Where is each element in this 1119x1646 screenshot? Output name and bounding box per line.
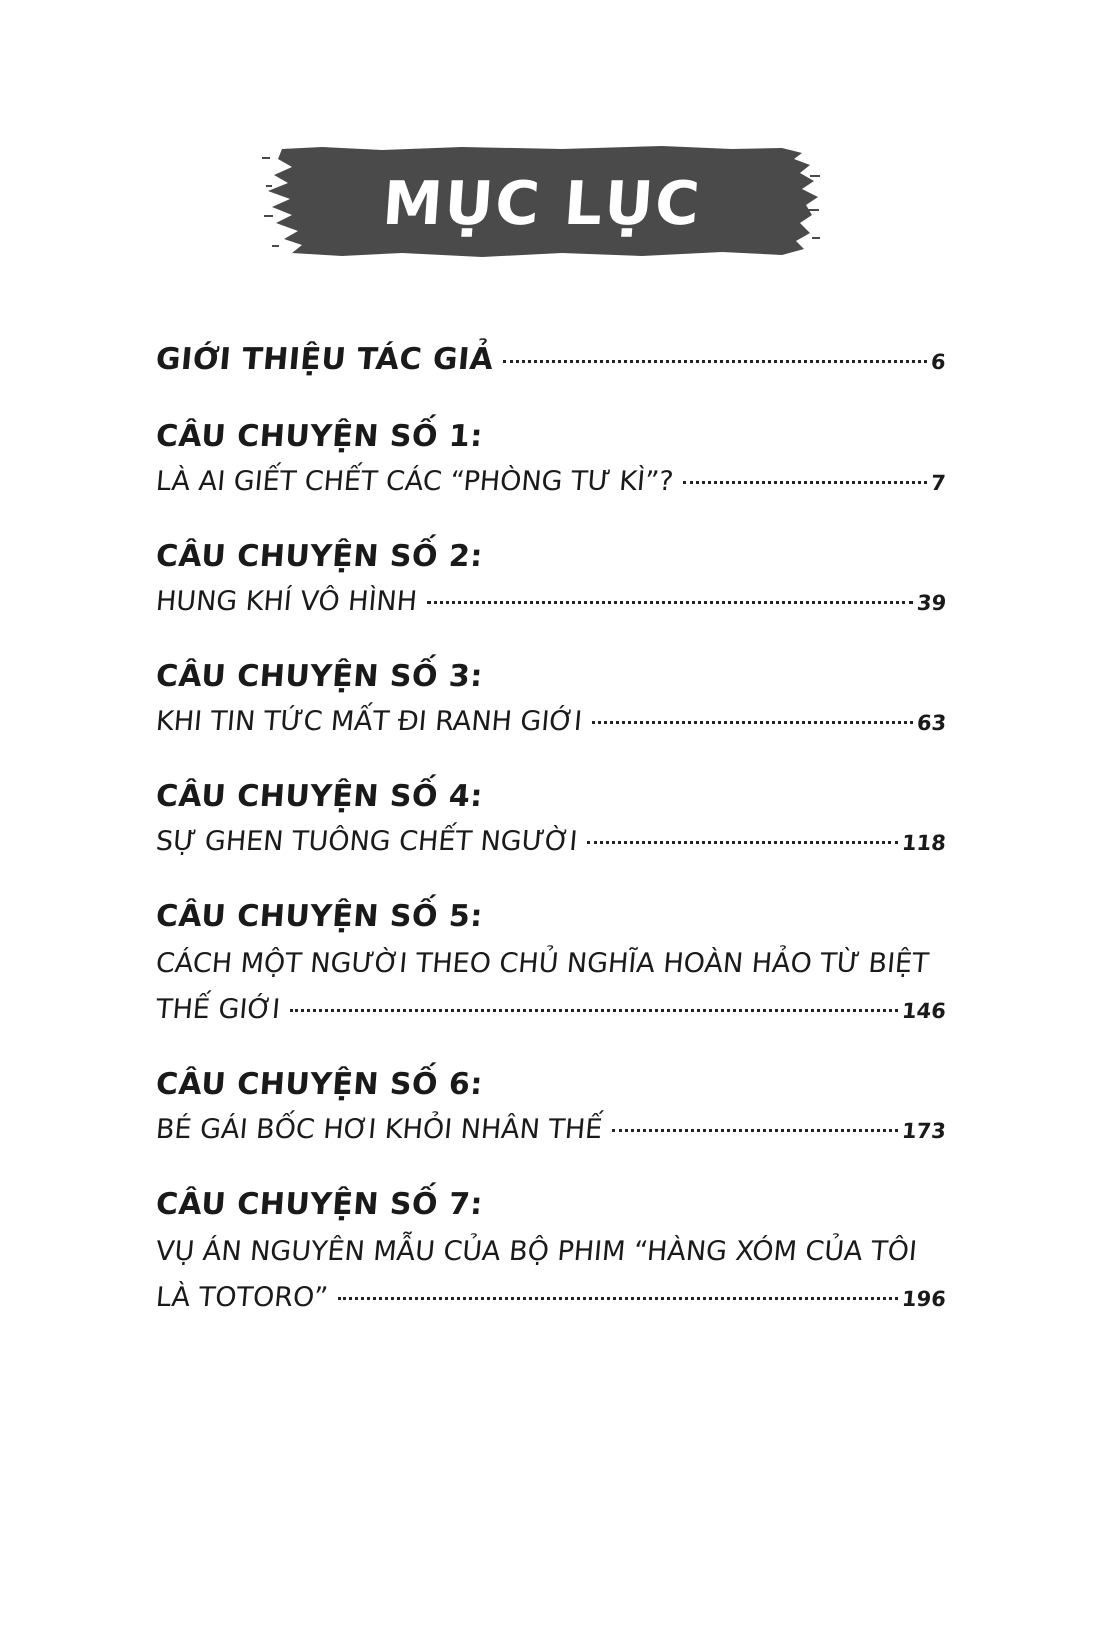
story-heading: CÂU CHUYỆN SỐ 1: bbox=[154, 419, 485, 454]
story-title: LÀ TOTORO” bbox=[154, 1282, 330, 1313]
story-title-line: VỤ ÁN NGUYÊN MẪU CỦA BỘ PHIM “HÀNG XÓM CỦA TÔI bbox=[154, 1236, 919, 1267]
story-title: HUNG KHÍ VÔ HÌNH bbox=[154, 586, 419, 617]
toc-story-4[interactable] bbox=[156, 779, 946, 857]
story-title: KHI TIN TỨC MẤT ĐI RANH GIỚI bbox=[154, 706, 584, 737]
toc-story-3[interactable] bbox=[156, 659, 946, 737]
page-title: MỤC LỤC bbox=[380, 169, 704, 239]
toc-entry[interactable] bbox=[156, 586, 946, 617]
toc-entry[interactable] bbox=[156, 706, 946, 737]
toc-page-number: 7 bbox=[930, 471, 948, 495]
dot-leader bbox=[290, 1009, 898, 1012]
toc-entry-intro[interactable] bbox=[156, 342, 946, 377]
toc-page-number: 39 bbox=[915, 591, 948, 615]
story-heading: CÂU CHUYỆN SỐ 7: bbox=[154, 1187, 485, 1222]
story-heading: CÂU CHUYỆN SỐ 4: bbox=[154, 779, 485, 814]
toc-entry[interactable] bbox=[156, 1114, 946, 1145]
story-title-line: CÁCH MỘT NGƯỜI THEO CHỦ NGHĨA HOÀN HẢO TỪ BIỆT bbox=[154, 948, 930, 979]
toc-page-number: 173 bbox=[901, 1119, 948, 1143]
story-heading: CÂU CHUYỆN SỐ 5: bbox=[154, 899, 485, 934]
dot-leader bbox=[338, 1297, 898, 1300]
toc-story-5[interactable] bbox=[156, 899, 946, 1025]
toc-story-2[interactable] bbox=[156, 539, 946, 617]
toc-page-number: 146 bbox=[901, 999, 948, 1023]
dot-leader bbox=[683, 481, 927, 484]
toc-entry-label: GIỚI THIỆU TÁC GIẢ bbox=[154, 342, 495, 377]
dot-leader bbox=[503, 360, 927, 363]
toc-story-7[interactable] bbox=[156, 1187, 946, 1313]
toc-story-6[interactable] bbox=[156, 1067, 946, 1145]
story-heading: CÂU CHUYỆN SỐ 6: bbox=[154, 1067, 485, 1102]
toc-page-number: 6 bbox=[930, 350, 948, 374]
story-title: LÀ AI GIẾT CHẾT CÁC “PHÒNG TƯ KÌ”? bbox=[154, 466, 675, 497]
title-banner bbox=[262, 145, 822, 263]
story-heading: CÂU CHUYỆN SỐ 2: bbox=[154, 539, 485, 574]
story-title: SỰ GHEN TUÔNG CHẾT NGƯỜI bbox=[154, 826, 579, 857]
toc-page-number: 196 bbox=[901, 1287, 948, 1311]
toc-entry[interactable] bbox=[156, 1282, 946, 1313]
toc-story-1[interactable] bbox=[156, 419, 946, 497]
toc-page-number: 118 bbox=[901, 831, 948, 855]
toc-page-number: 63 bbox=[915, 711, 948, 735]
dot-leader bbox=[612, 1129, 898, 1132]
table-of-contents bbox=[156, 342, 946, 1313]
dot-leader bbox=[587, 841, 898, 844]
toc-entry[interactable] bbox=[156, 994, 946, 1025]
dot-leader bbox=[592, 721, 913, 724]
story-title: BÉ GÁI BỐC HƠI KHỎI NHÂN THẾ bbox=[154, 1114, 604, 1145]
story-heading: CÂU CHUYỆN SỐ 3: bbox=[154, 659, 485, 694]
story-title: THẾ GIỚI bbox=[154, 994, 282, 1025]
toc-entry[interactable] bbox=[156, 826, 946, 857]
toc-entry[interactable] bbox=[156, 466, 946, 497]
dot-leader bbox=[427, 601, 913, 604]
